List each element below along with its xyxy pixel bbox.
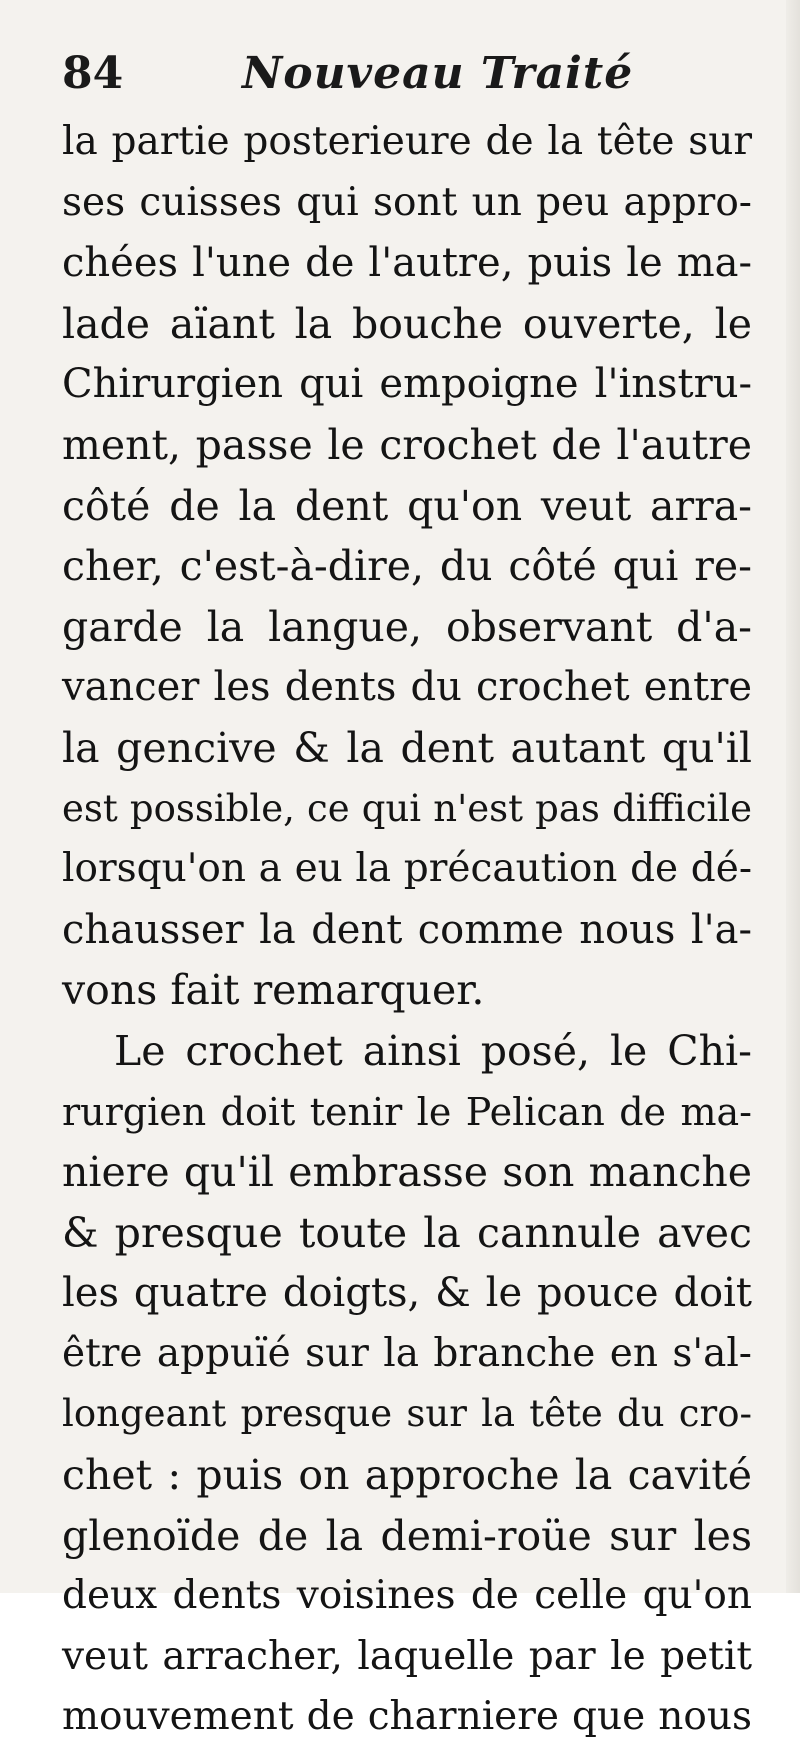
page-header xyxy=(62,48,742,108)
text-line: lade aïant la bouche ouverte, le xyxy=(62,299,752,348)
text-line: côté de la dent qu'on veut arra- xyxy=(62,481,752,530)
text-line: vancer les dents du crochet entre xyxy=(62,664,752,711)
text-line: garde la langue, observant d'a- xyxy=(62,602,752,651)
body-text xyxy=(62,112,752,1748)
text-line: est possible, ce qui n'est pas difficile xyxy=(62,786,752,830)
running-title: Nouveau Traité xyxy=(242,48,634,99)
text-line: lorsqu'on a eu la précaution de dé- xyxy=(62,846,752,892)
text-line: & presque toute la cannule avec xyxy=(62,1208,752,1257)
text-line: ment, passe le crochet de l'autre xyxy=(62,420,752,469)
text-line: chées l'une de l'autre, puis le ma- xyxy=(62,240,752,287)
page-number: 84 xyxy=(62,48,124,99)
text-line: rurgien doit tenir le Pelican de ma- xyxy=(62,1089,752,1134)
text-line: ses cuisses qui sont un peu appro- xyxy=(62,179,752,225)
page-edge xyxy=(786,0,800,1593)
text-line: la partie posterieure de la tête sur xyxy=(62,119,752,164)
text-line: mouvement de charniere que nous xyxy=(62,1694,752,1740)
text-line: longeant presque sur la tête du cro- xyxy=(62,1392,752,1436)
text-line: Chirurgien qui empoigne l'instru- xyxy=(62,361,752,408)
text-line: veut arracher, laquelle par le petit xyxy=(62,1633,752,1679)
text-line: deux dents voisines de celle qu'on xyxy=(62,1573,752,1619)
text-line: la gencive & la dent autant qu'il xyxy=(62,723,752,772)
text-line: niere qu'il embrasse son manche xyxy=(62,1148,752,1197)
text-line: les quatre doigts, & le pouce doit xyxy=(62,1270,752,1317)
text-line: chausser la dent comme nous l'a- xyxy=(62,906,752,953)
text-line: être appuïé sur la branche en s'al- xyxy=(62,1330,752,1376)
text-line: cher, c'est-à-dire, du côté qui re- xyxy=(62,542,752,591)
text-line: chet : puis on approche la cavité xyxy=(62,1451,752,1500)
text-line: Le crochet ainsi posé, le Chi- xyxy=(114,1026,752,1075)
text-line: glenoïde de la demi-roüe sur les xyxy=(62,1511,752,1560)
text-line: vons fait remarquer. xyxy=(62,966,485,1015)
